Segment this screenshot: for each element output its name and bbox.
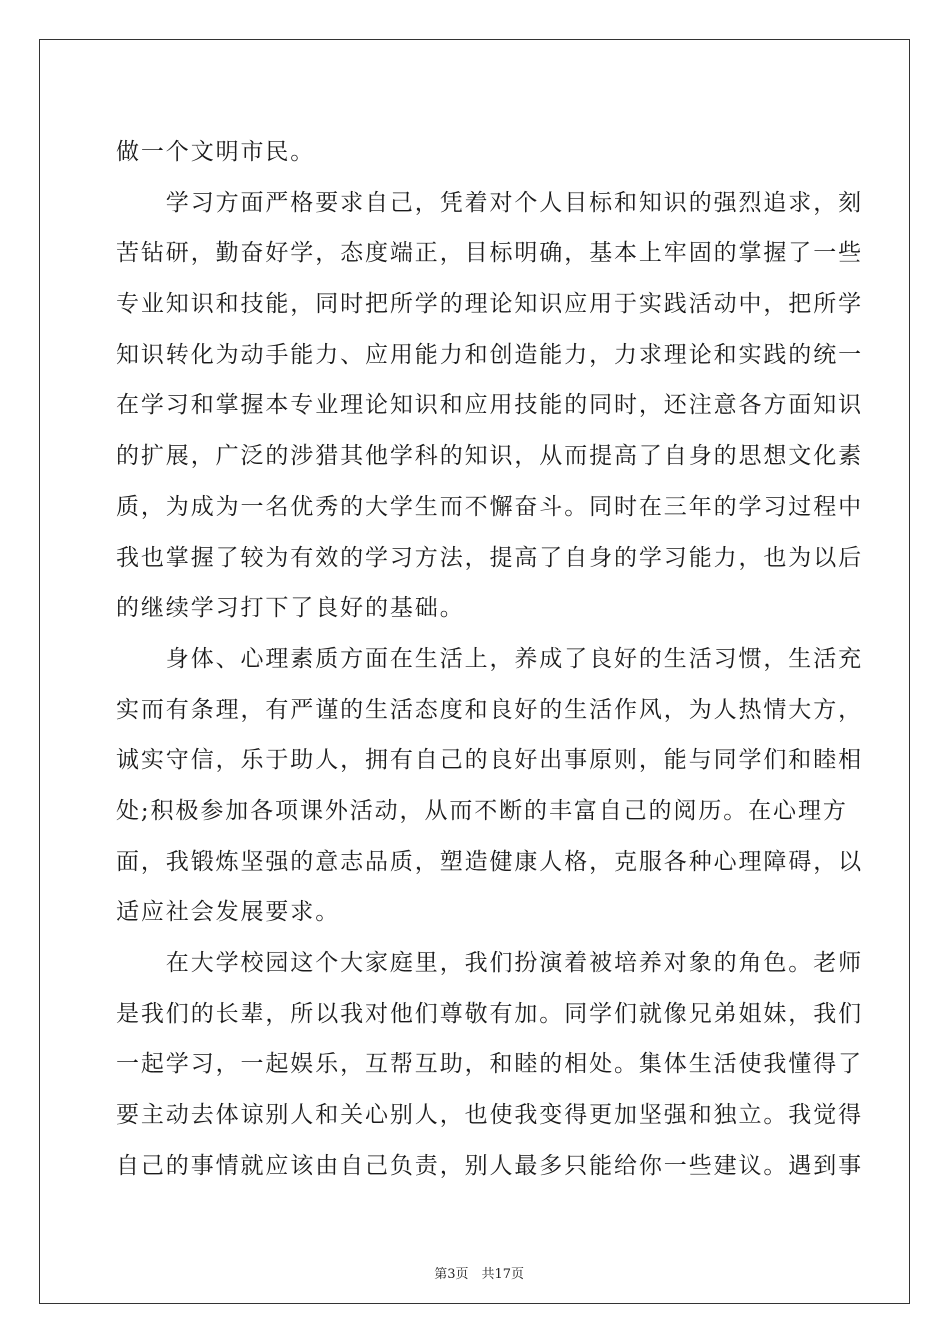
text-line: 知识转化为动手能力、应用能力和创造能力，力求理论和实践的统一	[116, 341, 863, 368]
text-line: 身体、心理素质方面在生活上，养成了良好的生活习惯，生活充	[116, 645, 863, 672]
text-line: 一起学习，一起娱乐，互帮互助，和睦的相处。集体生活使我懂得了	[116, 1051, 863, 1078]
text-line: 处;积极参加各项课外活动，从而不断的丰富自己的阅历。在心理方	[116, 797, 848, 824]
text-line: 适应社会发展要求。	[116, 899, 341, 926]
text-line: 质，为成为一名优秀的大学生而不懈奋斗。同时在三年的学习过程中	[116, 493, 863, 520]
text-line: 自己的事情就应该由自己负责，别人最多只能给你一些建议。遇到事	[116, 1152, 863, 1179]
text-line: 的扩展，广泛的涉猎其他学科的知识，从而提高了自身的思想文化素	[116, 443, 863, 470]
text-line: 在学习和掌握本专业理论知识和应用技能的同时，还注意各方面知识	[116, 392, 863, 419]
text-line: 是我们的长辈，所以我对他们尊敬有加。同学们就像兄弟姐妹，我们	[116, 1000, 863, 1027]
text-line: 在大学校园这个大家庭里，我们扮演着被培养对象的角色。老师	[116, 950, 863, 976]
page-number: 第3页 共17页	[434, 1267, 525, 1282]
text-line: 面，我锻炼坚强的意志品质，塑造健康人格，克服各种心理障碍，以	[116, 848, 863, 875]
document-body	[116, 127, 863, 1191]
text-line: 要主动去体谅别人和关心别人，也使我变得更加坚强和独立。我觉得	[116, 1102, 863, 1129]
page-footer	[0, 1248, 950, 1284]
text-line: 我也掌握了较为有效的学习方法，提高了自身的学习能力，也为以后	[116, 544, 863, 571]
text-line: 专业知识和技能，同时把所学的理论知识应用于实践活动中，把所学	[116, 291, 863, 318]
text-line: 苦钻研，勤奋好学，态度端正，目标明确，基本上牢固的掌握了一些	[116, 240, 863, 267]
text-line: 学习方面严格要求自己，凭着对个人目标和知识的强烈追求，刻	[116, 189, 863, 216]
text-line: 实而有条理，有严谨的生活态度和良好的生活作风，为人热情大方，	[116, 696, 863, 723]
text-line: 诚实守信，乐于助人，拥有自己的良好出事原则，能与同学们和睦相	[116, 747, 863, 774]
text-line: 做一个文明市民。	[116, 139, 316, 165]
text-line: 的继续学习打下了良好的基础。	[116, 595, 465, 622]
